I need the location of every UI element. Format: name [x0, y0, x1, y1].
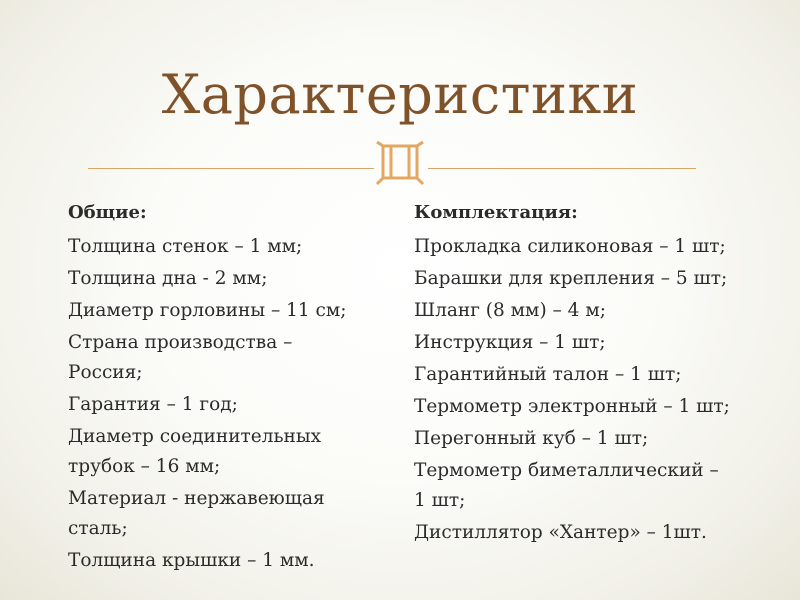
kit-item: Перегонный куб – 1 шт; [414, 428, 649, 449]
general-item: Диаметр соединительных трубок – 16 мм; [68, 426, 322, 477]
kit-item: Шланг (8 мм) – 4 м; [414, 300, 606, 321]
kit-item: Гарантийный талон – 1 шт; [414, 364, 682, 385]
title-rule-left [88, 168, 374, 169]
general-item: Толщина крышки – 1 мм. [68, 550, 315, 571]
general-item: Толщина дна - 2 мм; [68, 268, 268, 289]
kit-item: Термометр электронный – 1 шт; [414, 396, 730, 417]
kit-column [414, 198, 730, 550]
general-item: Материал - нержавеющая сталь; [68, 488, 325, 539]
kit-item: Дистиллятор «Хантер» – 1шт. [414, 522, 707, 543]
general-item: Толщина стенок – 1 мм; [68, 236, 303, 257]
general-item: Страна производства – Россия; [68, 332, 293, 383]
general-column [68, 198, 368, 578]
slide-title: Характеристики [161, 63, 639, 126]
kit-item: Инструкция – 1 шт; [414, 332, 606, 353]
kit-item: Термометр биметаллический – 1 шт; [414, 460, 719, 511]
title-rule-right [428, 168, 696, 169]
kit-item: Барашки для крепления – 5 шт; [414, 268, 728, 289]
general-heading: Общие: [68, 202, 147, 223]
general-item: Гарантия – 1 год; [68, 394, 238, 415]
kit-heading: Комплектация: [414, 202, 578, 223]
general-item: Диаметр горловины – 11 см; [68, 300, 347, 321]
ornament-icon [373, 140, 427, 186]
kit-item: Прокладка силиконовая – 1 шт; [414, 236, 726, 257]
